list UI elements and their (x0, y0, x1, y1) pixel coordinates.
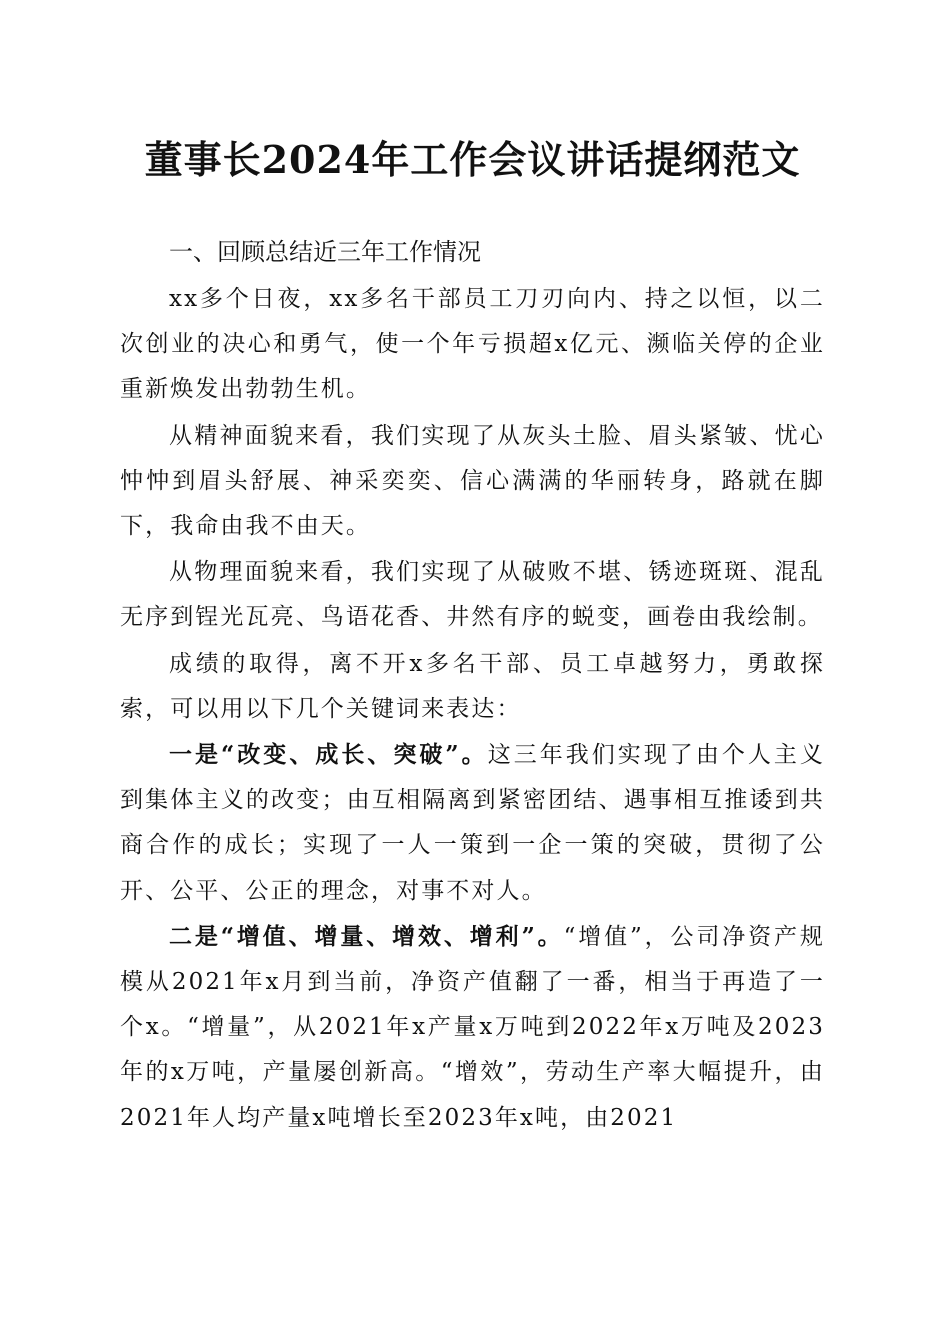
paragraph-text: 从物理面貌来看，我们实现了从破败不堪、锈迹斑斑、混乱无序到锃光瓦亮、鸟语花香、井然有序的蜕变，画卷由我绘制。 (120, 559, 825, 631)
paragraph (120, 914, 825, 1141)
paragraph (120, 276, 825, 413)
section-heading: 一、回顾总结近三年工作情况 (169, 238, 481, 266)
paragraph-lead: 二是“增值、增量、增效、增利”。 (169, 922, 564, 950)
paragraph-text: 这三年我们实现了由个人主义到集体主义的改变；由互相隔离到紧密团结、遇事相互推诿到共商合作的成长；实现了一人一策到一企一策的突破，贯彻了公开、公平、公正的理念，对事不对人。 (120, 742, 825, 904)
paragraph (120, 413, 825, 550)
paragraph-text: 从精神面貌来看，我们实现了从灰头土脸、眉头紧皱、忧心忡忡到眉头舒展、神采奕奕、信心满满的华丽转身，路就在脚下，我命由我不由天。 (120, 422, 825, 540)
paragraph-text: 成绩的取得，离不开x多名干部、员工卓越努力，勇敢探索，可以用以下几个关键词来表达： (120, 650, 825, 722)
paragraph-lead: 一是“改变、成长、突破”。 (169, 741, 488, 769)
paragraph (120, 549, 825, 640)
document-body (120, 276, 825, 1141)
paragraph-text: “增值”，公司净资产规模从2021年x月到当前，净资产值翻了一番，相当于再造了一个x。“增量”，从2021年x产量x万吨到2022年x万吨及2023年的x万吨，产量屡创新高。“增效”，劳动生产率大幅提升，由2021年人均产量x吨增长至2023年x吨，由2021 (120, 923, 825, 1131)
document-title: 董事长2024年工作会议讲话提纲范文 (144, 137, 801, 182)
paragraph (120, 732, 825, 914)
paragraph-text: xx多个日夜，xx多名干部员工刀刃向内、持之以恒，以二次创业的决心和勇气，使一个年亏损超x亿元、濒临关停的企业重新焕发出勃勃生机。 (120, 286, 825, 403)
paragraph (120, 641, 825, 732)
